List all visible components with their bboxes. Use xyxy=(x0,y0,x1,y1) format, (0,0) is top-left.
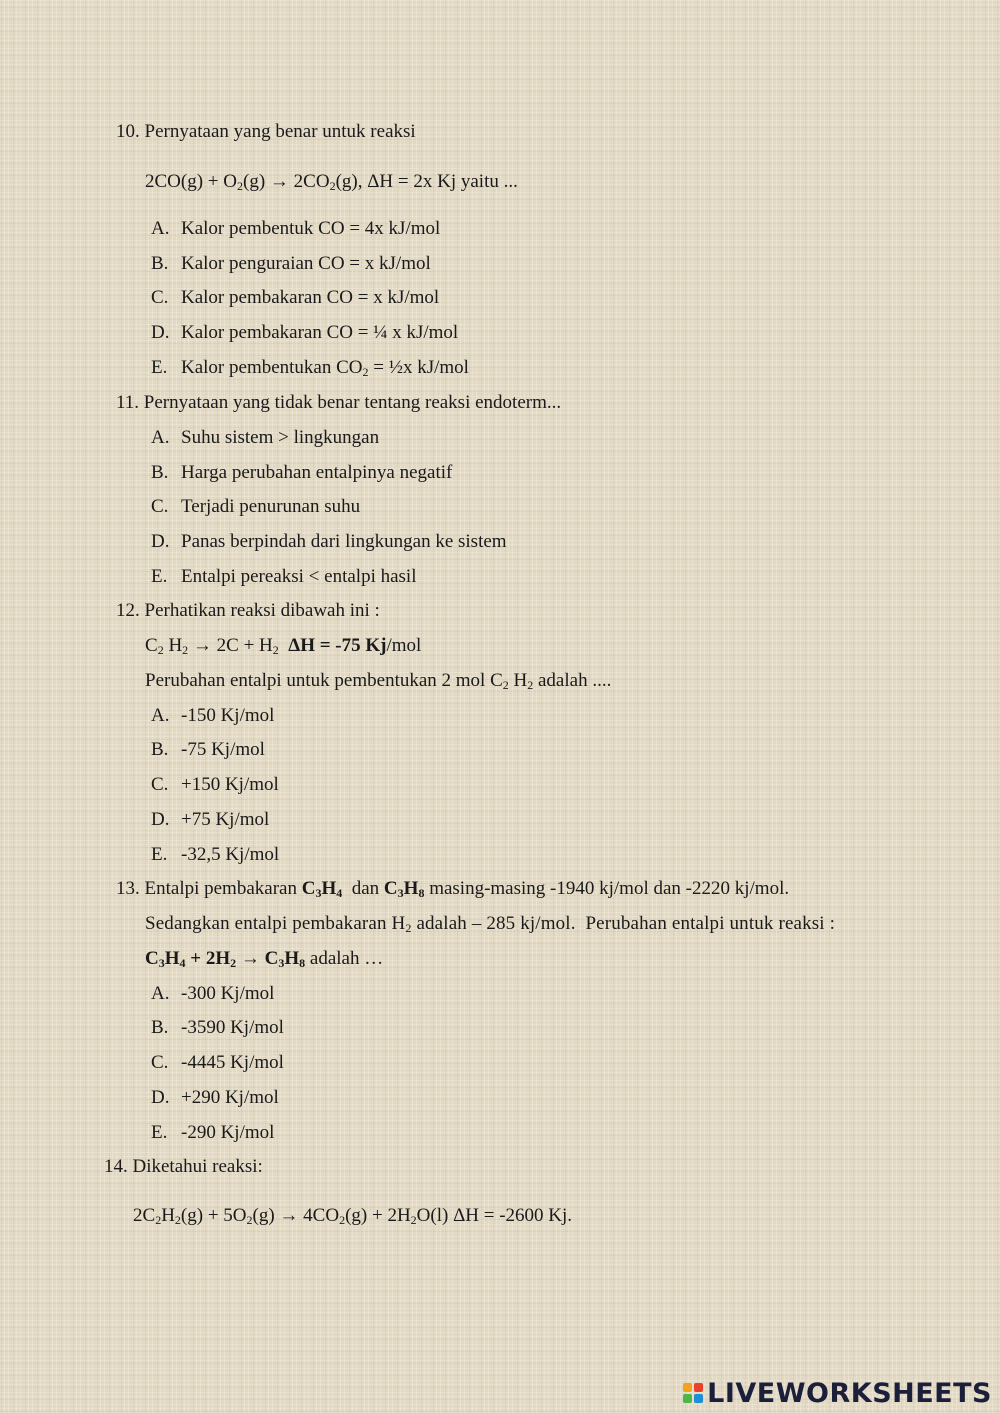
question-10-option-b[interactable]: B. Kalor penguraian CO = x kJ/mol xyxy=(151,253,431,274)
question-14-equation: $2C_2H_2(g) + 5O_2(g) \to 4CO_2(g) + 2H_2O(l) \Delta H = -2600$ Kj. xyxy=(133,1205,573,1227)
question-10-option-a[interactable]: A. Kalor pembentuk CO = 4x kJ/mol xyxy=(151,218,441,239)
question-13-option-d[interactable]: D. +290 Kj/mol xyxy=(151,1087,279,1108)
liveworksheets-logo[interactable] xyxy=(683,1377,992,1409)
question-11-prompt: 11. Pernyataan yang tidak benar tentang reaksi endoterm... xyxy=(116,392,562,413)
liveworksheets-logo-icon xyxy=(683,1383,703,1403)
question-13-context: Sedangkan entalpi pembakaran $H_2$ adalah – 285 kj/mol. Perubahan entalpi untuk reaksi : xyxy=(145,913,836,935)
question-11-option-c[interactable]: C. Terjadi penurunan suhu xyxy=(151,496,361,517)
question-10-option-c[interactable]: C. Kalor pembakaran CO = x kJ/mol xyxy=(151,287,440,308)
question-11-option-e[interactable]: E. Entalpi pereaksi < entalpi hasil xyxy=(151,566,417,587)
logo-square-green xyxy=(683,1394,692,1403)
question-12-option-b[interactable]: B. -75 Kj/mol xyxy=(151,739,265,760)
liveworksheets-brand-text: LIVEWORKSHEETS xyxy=(707,1377,992,1409)
question-11-option-b[interactable]: B. Harga perubahan entalpinya negatif xyxy=(151,462,453,483)
question-12-option-e[interactable]: E. -32,5 Kj/mol xyxy=(151,844,280,865)
question-10-equation: $2CO(g) + O_2(g) \to 2CO_2(g)$, ΔH = 2x Kj yaitu ... xyxy=(145,171,518,193)
question-13-option-c[interactable]: C. -4445 Kj/mol xyxy=(151,1052,284,1073)
question-12-equation: $C_2$ $H_2 \to 2C + H_2$ ΔH = -75 Kj/mol xyxy=(145,635,422,657)
question-13-reaction: $C_3H_4 + 2H_2 \to C_3H_8$ adalah … xyxy=(145,948,384,970)
question-11-option-d[interactable]: D. Panas berpindah dari lingkungan ke sistem xyxy=(151,531,507,552)
question-13-option-a[interactable]: A. -300 Kj/mol xyxy=(151,983,275,1004)
logo-square-blue xyxy=(694,1394,703,1403)
question-13-prompt: 13. Entalpi pembakaran $C_3H_4$ dan $C_3H_8$ masing-masing -1940 kj/mol dan -2220 kj/mol. xyxy=(116,878,790,900)
question-10-prompt: 10. Pernyataan yang benar untuk reaksi xyxy=(116,121,416,142)
question-12-question: Perubahan entalpi untuk pembentukan 2 mol $C_2$ $H_2$ adalah .... xyxy=(145,670,612,692)
question-12-option-d[interactable]: D. +75 Kj/mol xyxy=(151,809,270,830)
question-14-prompt: 14. Diketahui reaksi: xyxy=(104,1156,263,1177)
logo-square-orange xyxy=(683,1383,692,1392)
question-12-option-a[interactable]: A. -150 Kj/mol xyxy=(151,705,275,726)
question-11-option-a[interactable]: A. Suhu sistem > lingkungan xyxy=(151,427,380,448)
question-10-option-d[interactable]: D. Kalor pembakaran CO = ¼ x kJ/mol xyxy=(151,322,459,343)
question-13-option-e[interactable]: E. -290 Kj/mol xyxy=(151,1122,275,1143)
question-13-option-b[interactable]: B. -3590 Kj/mol xyxy=(151,1017,284,1038)
logo-square-red xyxy=(694,1383,703,1392)
question-10-option-e[interactable]: E. Kalor pembentukan $CO_2$ = ½x kJ/mol xyxy=(151,357,469,379)
question-12-prompt: 12. Perhatikan reaksi dibawah ini : xyxy=(116,600,380,621)
question-12-option-c[interactable]: C. +150 Kj/mol xyxy=(151,774,279,795)
